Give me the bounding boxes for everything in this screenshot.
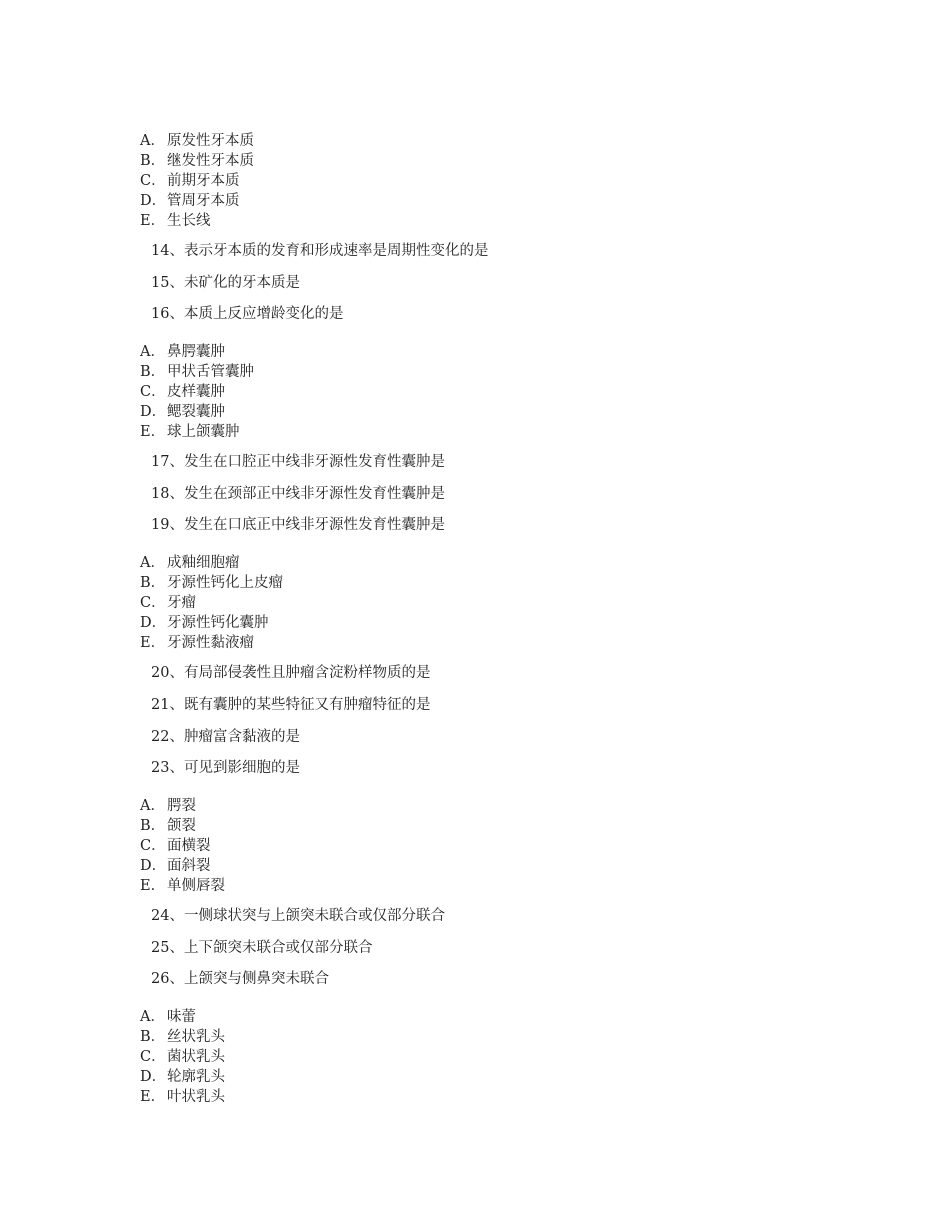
option-text: 丝状乳头 <box>167 1029 225 1046</box>
option-e <box>140 876 840 896</box>
question-item: 21、既有囊肿的某些特征又有肿瘤特征的是 <box>151 696 431 713</box>
option-letter: D． <box>140 193 167 209</box>
option-e <box>140 633 840 653</box>
option-b <box>140 151 840 171</box>
option-a <box>140 553 840 573</box>
option-text: 成釉细胞瘤 <box>167 555 240 572</box>
option-letter: E． <box>140 213 166 229</box>
option-c <box>140 171 840 191</box>
question-item: 20、有局部侵袭性且肿瘤含淀粉样物质的是 <box>151 665 431 682</box>
option-letter: E． <box>140 424 166 441</box>
option-list <box>140 342 840 442</box>
option-c <box>140 382 840 402</box>
question-item: 15、未矿化的牙本质是 <box>151 274 300 291</box>
option-c <box>140 593 840 613</box>
option-letter: D． <box>140 1069 167 1086</box>
option-text: 单侧唇裂 <box>167 878 225 895</box>
option-list <box>140 131 840 231</box>
option-letter: A． <box>140 133 165 149</box>
option-d <box>140 613 840 633</box>
question-item: 19、发生在口底正中线非牙源性发育性囊肿是 <box>151 517 445 534</box>
question-item: 17、发生在口腔正中线非牙源性发育性囊肿是 <box>151 454 445 471</box>
option-text: 菌状乳头 <box>167 1049 225 1066</box>
question-group <box>140 131 840 324</box>
option-a <box>140 796 840 816</box>
question-item: 16、本质上反应增龄变化的是 <box>151 306 344 323</box>
option-text: 管周牙本质 <box>167 193 240 209</box>
question-item: 23、可见到影细胞的是 <box>151 760 300 777</box>
option-d <box>140 191 840 211</box>
question-group <box>140 796 840 989</box>
option-text: 甲状舌管囊肿 <box>167 364 254 381</box>
option-a <box>140 342 840 362</box>
option-letter: A． <box>140 1009 165 1026</box>
option-text: 牙源性钙化囊肿 <box>167 615 269 632</box>
question-item: 22、肿瘤富含黏液的是 <box>151 728 300 745</box>
option-text: 腭裂 <box>167 798 196 815</box>
option-c <box>140 1047 840 1067</box>
option-b <box>140 1027 840 1047</box>
option-e <box>140 1087 840 1107</box>
option-e <box>140 422 840 442</box>
option-text: 前期牙本质 <box>167 173 240 189</box>
option-letter: D． <box>140 615 167 632</box>
option-letter: E． <box>140 635 166 652</box>
option-d <box>140 1067 840 1087</box>
option-text: 牙瘤 <box>167 595 196 612</box>
option-list <box>140 796 840 896</box>
option-letter: C． <box>140 838 166 855</box>
option-b <box>140 362 840 382</box>
option-letter: B． <box>140 818 166 835</box>
option-a <box>140 131 840 151</box>
option-c <box>140 836 840 856</box>
option-letter: B． <box>140 575 166 592</box>
option-list <box>140 553 840 653</box>
option-text: 继发性牙本质 <box>167 153 254 169</box>
option-letter: C． <box>140 1049 166 1066</box>
option-text: 原发性牙本质 <box>167 133 254 149</box>
option-text: 轮廓乳头 <box>167 1069 225 1086</box>
option-letter: A． <box>140 555 165 572</box>
question-list <box>140 452 840 535</box>
option-text: 颌裂 <box>167 818 196 835</box>
question-group <box>140 1007 840 1107</box>
option-letter: B． <box>140 1029 166 1046</box>
option-letter: E． <box>140 1089 166 1106</box>
option-text: 牙源性钙化上皮瘤 <box>167 575 283 592</box>
option-letter: C． <box>140 173 166 189</box>
option-b <box>140 816 840 836</box>
question-item: 26、上颌突与侧鼻突未联合 <box>151 971 329 988</box>
option-letter: C． <box>140 384 166 401</box>
option-letter: B． <box>140 364 166 381</box>
option-d <box>140 402 840 422</box>
option-text: 叶状乳头 <box>167 1089 225 1106</box>
option-letter: E． <box>140 878 166 895</box>
question-group <box>140 342 840 535</box>
option-letter: D． <box>140 404 167 421</box>
option-b <box>140 573 840 593</box>
option-text: 鳃裂囊肿 <box>167 404 225 421</box>
option-text: 鼻腭囊肿 <box>167 344 225 361</box>
question-list <box>140 906 840 989</box>
option-text: 皮样囊肿 <box>167 384 225 401</box>
option-text: 球上颌囊肿 <box>167 424 240 441</box>
option-a <box>140 1007 840 1027</box>
document-content <box>140 131 840 1107</box>
question-item: 14、表示牙本质的发育和形成速率是周期性变化的是 <box>151 243 489 259</box>
question-item: 18、发生在颈部正中线非牙源性发育性囊肿是 <box>151 485 445 502</box>
option-text: 生长线 <box>167 213 211 229</box>
option-letter: C． <box>140 595 166 612</box>
option-text: 牙源性黏液瘤 <box>167 635 254 652</box>
option-text: 面斜裂 <box>167 858 211 875</box>
option-text: 味蕾 <box>167 1009 196 1026</box>
option-letter: D． <box>140 858 167 875</box>
option-letter: A． <box>140 798 165 815</box>
option-text: 面横裂 <box>167 838 211 855</box>
option-list <box>140 1007 840 1107</box>
option-letter: B． <box>140 153 166 169</box>
option-e <box>140 211 840 231</box>
question-list <box>140 241 840 324</box>
question-item: 25、上下颌突未联合或仅部分联合 <box>151 939 373 956</box>
option-letter: A． <box>140 344 165 361</box>
question-item: 24、一侧球状突与上颌突未联合或仅部分联合 <box>151 908 445 925</box>
option-d <box>140 856 840 876</box>
question-group <box>140 553 840 778</box>
question-list <box>140 663 840 778</box>
